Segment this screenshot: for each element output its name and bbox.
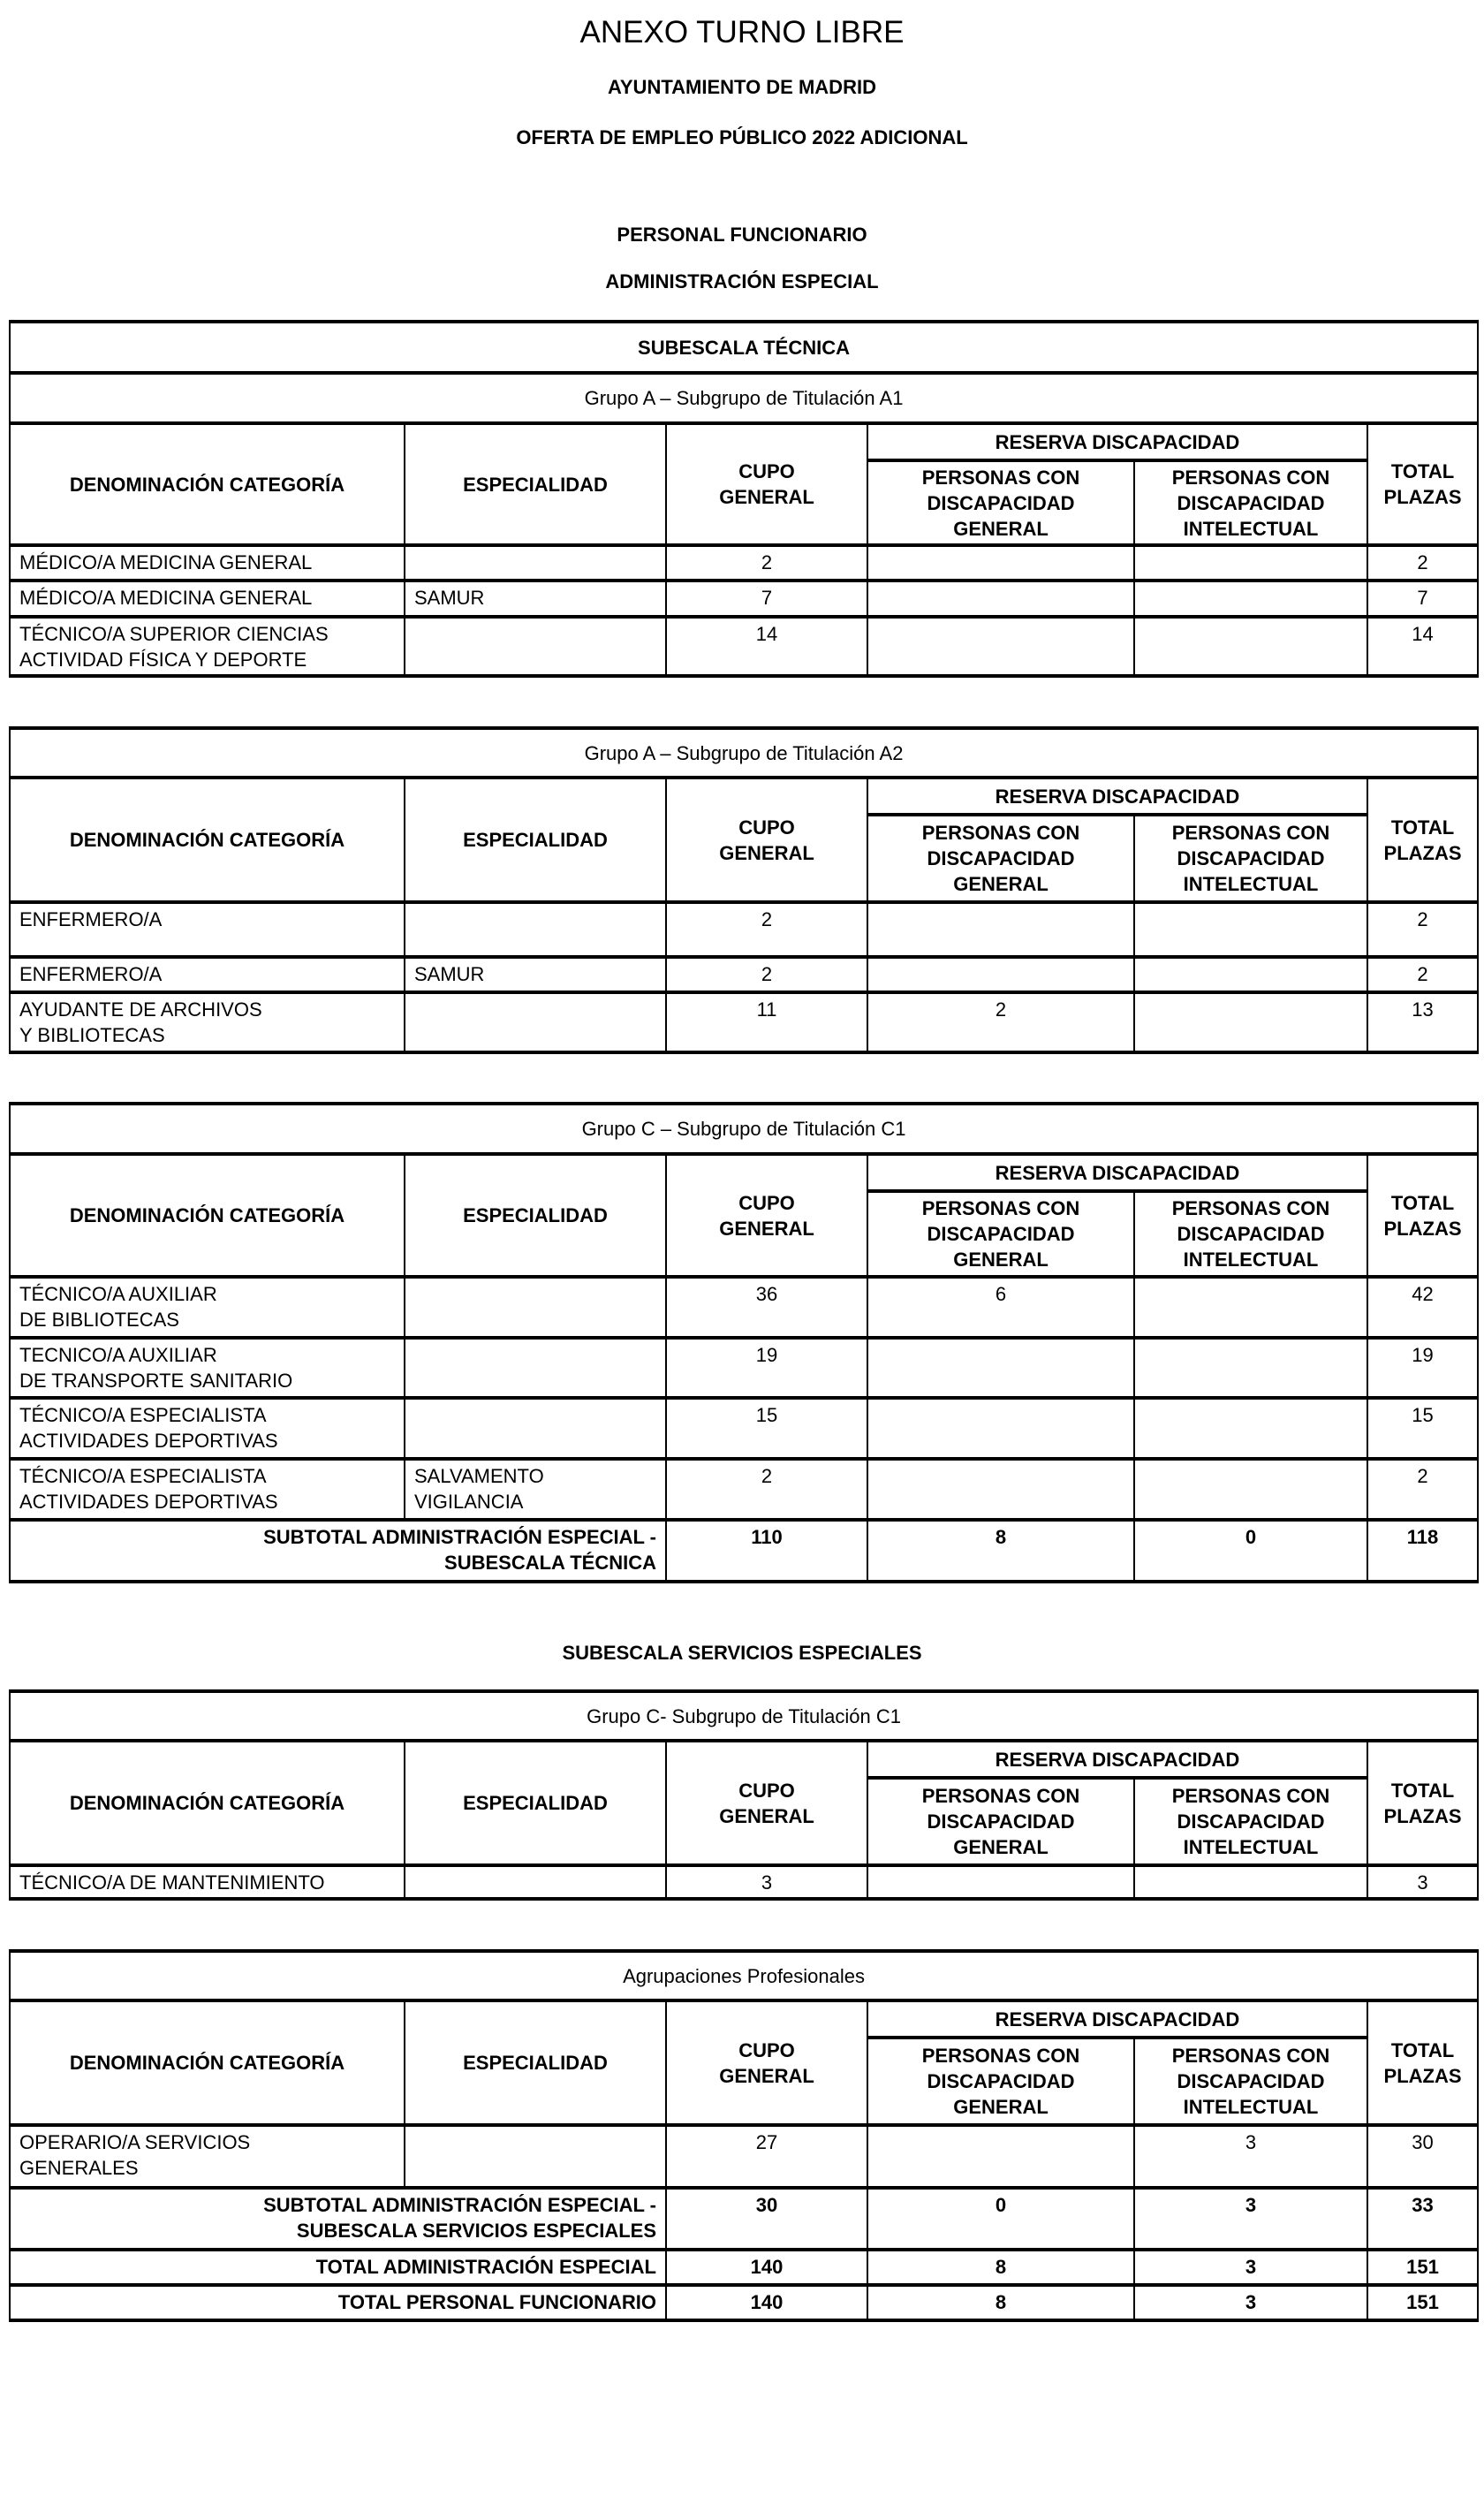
col-header-discapacidad-general: PERSONAS CON DISCAPACIDAD GENERAL [867, 815, 1134, 902]
col-header-categoria: DENOMINACIÓN CATEGORÍA [10, 778, 405, 902]
discapacidad-general-cell [867, 1865, 1134, 1899]
discapacidad-intelectual-cell [1134, 957, 1367, 992]
subtotal-discapacidad-general: 8 [867, 1520, 1134, 1582]
subescala-servicios-heading: SUBESCALA SERVICIOS ESPECIALES [562, 1642, 922, 1664]
categoria-cell: TÉCNICO/A ESPECIALISTA ACTIVIDADES DEPORTIVAS [10, 1398, 405, 1459]
categoria-cell: TÉCNICO/A SUPERIOR CIENCIAS ACTIVIDAD FÍSICA Y DEPORTE [10, 617, 405, 676]
col-header-discapacidad-intelectual: PERSONAS CON DISCAPACIDAD INTELECTUAL [1134, 460, 1367, 545]
cupo-general-cell: 2 [666, 902, 867, 957]
total-plazas-cell: 14 [1367, 617, 1478, 676]
discapacidad-general-cell [867, 545, 1134, 581]
cupo-general-cell: 2 [666, 1459, 867, 1520]
discapacidad-intelectual-cell [1134, 1459, 1367, 1520]
col-header-especialidad: ESPECIALIDAD [405, 423, 666, 545]
especialidad-cell [405, 1277, 666, 1338]
subtotal-cupo-general: 110 [666, 1520, 867, 1582]
especialidad-cell [405, 992, 666, 1052]
group-row [10, 1951, 1478, 2000]
table-row [10, 1459, 1478, 1520]
discapacidad-general-cell [867, 1459, 1134, 1520]
table-row [10, 1398, 1478, 1459]
categoria-cell: MÉDICO/A MEDICINA GENERAL [10, 545, 405, 581]
table-row [10, 545, 1478, 581]
col-header-categoria: DENOMINACIÓN CATEGORÍA [10, 2000, 405, 2125]
group-row [10, 728, 1478, 778]
discapacidad-intelectual-cell [1134, 1277, 1367, 1338]
plazas-table [9, 726, 1479, 1054]
col-header-total-plazas: TOTAL PLAZAS [1367, 1154, 1478, 1277]
total-plazas-cell: 19 [1367, 1338, 1478, 1398]
subtotal-discapacidad-intelectual: 0 [1134, 1520, 1367, 1582]
col-header-discapacidad-general: PERSONAS CON DISCAPACIDAD GENERAL [867, 1778, 1134, 1865]
plazas-table [9, 1102, 1479, 1583]
total-plazas-cell: 2 [1367, 902, 1478, 957]
col-header-reserva-discapacidad: RESERVA DISCAPACIDAD [867, 1741, 1367, 1778]
col-header-discapacidad-general: PERSONAS CON DISCAPACIDAD GENERAL [867, 1191, 1134, 1277]
col-header-categoria: DENOMINACIÓN CATEGORÍA [10, 1741, 405, 1865]
total-plazas-cell: 3 [1367, 1865, 1478, 1899]
header-row [10, 1741, 1478, 1778]
categoria-cell: TECNICO/A AUXILIAR DE TRANSPORTE SANITARIO [10, 1338, 405, 1398]
group-row [10, 1691, 1478, 1741]
discapacidad-intelectual-cell: 3 [1134, 2125, 1367, 2188]
total-plazas-cell: 13 [1367, 992, 1478, 1052]
total-plazas-cell: 7 [1367, 581, 1478, 617]
col-header-discapacidad-general: PERSONAS CON DISCAPACIDAD GENERAL [867, 460, 1134, 545]
total-plazas-cell: 42 [1367, 1277, 1478, 1338]
plazas-table [9, 1949, 1479, 2322]
subtotal-total-plazas: 151 [1367, 2285, 1478, 2320]
table-row [10, 617, 1478, 676]
discapacidad-intelectual-cell [1134, 1865, 1367, 1899]
discapacidad-general-cell [867, 1398, 1134, 1459]
col-header-total-plazas: TOTAL PLAZAS [1367, 778, 1478, 902]
cupo-general-cell: 27 [666, 2125, 867, 2188]
discapacidad-general-cell [867, 1338, 1134, 1398]
col-header-total-plazas: TOTAL PLAZAS [1367, 423, 1478, 545]
subtotal-row [10, 2250, 1478, 2285]
discapacidad-general-cell: 6 [867, 1277, 1134, 1338]
subtotal-cupo-general: 140 [666, 2250, 867, 2285]
group-title: Grupo A – Subgrupo de Titulación A2 [10, 728, 1478, 778]
group-row [10, 1104, 1478, 1154]
subtotal-discapacidad-intelectual: 3 [1134, 2188, 1367, 2250]
especialidad-cell [405, 2125, 666, 2188]
cupo-general-cell: 14 [666, 617, 867, 676]
header-row [10, 423, 1478, 460]
group-title: Grupo C – Subgrupo de Titulación C1 [10, 1104, 1478, 1154]
categoria-cell: MÉDICO/A MEDICINA GENERAL [10, 581, 405, 617]
cupo-general-cell: 3 [666, 1865, 867, 1899]
subtotal-row [10, 2285, 1478, 2320]
table-row [10, 1865, 1478, 1899]
col-header-cupo-general: CUPO GENERAL [666, 423, 867, 545]
col-header-cupo-general: CUPO GENERAL [666, 1741, 867, 1865]
offer-heading: OFERTA DE EMPLEO PÚBLICO 2022 ADICIONAL [516, 126, 968, 148]
header-row [10, 778, 1478, 815]
col-header-cupo-general: CUPO GENERAL [666, 2000, 867, 2125]
especialidad-cell: SAMUR [405, 581, 666, 617]
total-plazas-cell: 2 [1367, 957, 1478, 992]
discapacidad-general-cell [867, 957, 1134, 992]
col-header-cupo-general: CUPO GENERAL [666, 1154, 867, 1277]
header-row [10, 1154, 1478, 1191]
administration-heading: ADMINISTRACIÓN ESPECIAL [605, 270, 879, 292]
col-header-cupo-general: CUPO GENERAL [666, 778, 867, 902]
col-header-discapacidad-general: PERSONAS CON DISCAPACIDAD GENERAL [867, 2038, 1134, 2125]
col-header-especialidad: ESPECIALIDAD [405, 778, 666, 902]
table-row [10, 957, 1478, 992]
discapacidad-intelectual-cell [1134, 545, 1367, 581]
categoria-cell: TÉCNICO/A ESPECIALISTA ACTIVIDADES DEPORTIVAS [10, 1459, 405, 1520]
col-header-especialidad: ESPECIALIDAD [405, 2000, 666, 2125]
table-row [10, 992, 1478, 1052]
col-header-categoria: DENOMINACIÓN CATEGORÍA [10, 1154, 405, 1277]
subtotal-label: TOTAL PERSONAL FUNCIONARIO [10, 2285, 666, 2320]
discapacidad-general-cell [867, 2125, 1134, 2188]
col-header-reserva-discapacidad: RESERVA DISCAPACIDAD [867, 778, 1367, 815]
group-row [10, 373, 1478, 423]
col-header-reserva-discapacidad: RESERVA DISCAPACIDAD [867, 423, 1367, 460]
categoria-cell: TÉCNICO/A AUXILIAR DE BIBLIOTECAS [10, 1277, 405, 1338]
subtotal-label: SUBTOTAL ADMINISTRACIÓN ESPECIAL - SUBESCALA SERVICIOS ESPECIALES [10, 2188, 666, 2250]
discapacidad-intelectual-cell [1134, 1398, 1367, 1459]
discapacidad-intelectual-cell [1134, 1338, 1367, 1398]
especialidad-cell [405, 617, 666, 676]
subtotal-discapacidad-general: 0 [867, 2188, 1134, 2250]
subtotal-discapacidad-intelectual: 3 [1134, 2250, 1367, 2285]
discapacidad-intelectual-cell [1134, 581, 1367, 617]
total-plazas-cell: 2 [1367, 1459, 1478, 1520]
col-header-reserva-discapacidad: RESERVA DISCAPACIDAD [867, 1154, 1367, 1191]
banner-row [10, 322, 1478, 373]
especialidad-cell: SALVAMENTO VIGILANCIA [405, 1459, 666, 1520]
plazas-table [9, 320, 1479, 678]
subtotal-total-plazas: 151 [1367, 2250, 1478, 2285]
subtotal-label: TOTAL ADMINISTRACIÓN ESPECIAL [10, 2250, 666, 2285]
staff-type-heading: PERSONAL FUNCIONARIO [617, 224, 867, 246]
col-header-total-plazas: TOTAL PLAZAS [1367, 2000, 1478, 2125]
table-row [10, 581, 1478, 617]
especialidad-cell [405, 1338, 666, 1398]
discapacidad-general-cell [867, 581, 1134, 617]
table-row [10, 2125, 1478, 2188]
cupo-general-cell: 2 [666, 545, 867, 581]
discapacidad-intelectual-cell [1134, 902, 1367, 957]
cupo-general-cell: 15 [666, 1398, 867, 1459]
categoria-cell: OPERARIO/A SERVICIOS GENERALES [10, 2125, 405, 2188]
group-title: Grupo C- Subgrupo de Titulación C1 [10, 1691, 1478, 1741]
subtotal-discapacidad-general: 8 [867, 2285, 1134, 2320]
col-header-discapacidad-intelectual: PERSONAS CON DISCAPACIDAD INTELECTUAL [1134, 1191, 1367, 1277]
table-row [10, 1277, 1478, 1338]
cupo-general-cell: 19 [666, 1338, 867, 1398]
document-title: ANEXO TURNO LIBRE [579, 15, 905, 49]
discapacidad-intelectual-cell [1134, 992, 1367, 1052]
cupo-general-cell: 11 [666, 992, 867, 1052]
col-header-especialidad: ESPECIALIDAD [405, 1741, 666, 1865]
organization-heading: AYUNTAMIENTO DE MADRID [608, 76, 876, 98]
subescala-banner: SUBESCALA TÉCNICA [10, 322, 1478, 373]
col-header-reserva-discapacidad: RESERVA DISCAPACIDAD [867, 2000, 1367, 2038]
total-plazas-cell: 30 [1367, 2125, 1478, 2188]
discapacidad-general-cell: 2 [867, 992, 1134, 1052]
subtotal-row [10, 2188, 1478, 2250]
especialidad-cell [405, 545, 666, 581]
cupo-general-cell: 36 [666, 1277, 867, 1338]
especialidad-cell: SAMUR [405, 957, 666, 992]
plazas-table [9, 1689, 1479, 1901]
especialidad-cell [405, 1398, 666, 1459]
categoria-cell: AYUDANTE DE ARCHIVOS Y BIBLIOTECAS [10, 992, 405, 1052]
col-header-especialidad: ESPECIALIDAD [405, 1154, 666, 1277]
group-title: Grupo A – Subgrupo de Titulación A1 [10, 373, 1478, 423]
total-plazas-cell: 2 [1367, 545, 1478, 581]
discapacidad-general-cell [867, 902, 1134, 957]
total-plazas-cell: 15 [1367, 1398, 1478, 1459]
col-header-discapacidad-intelectual: PERSONAS CON DISCAPACIDAD INTELECTUAL [1134, 2038, 1367, 2125]
subtotal-label: SUBTOTAL ADMINISTRACIÓN ESPECIAL - SUBESCALA TÉCNICA [10, 1520, 666, 1582]
categoria-cell: ENFERMERO/A [10, 957, 405, 992]
table-row [10, 902, 1478, 957]
cupo-general-cell: 2 [666, 957, 867, 992]
especialidad-cell [405, 902, 666, 957]
col-header-discapacidad-intelectual: PERSONAS CON DISCAPACIDAD INTELECTUAL [1134, 815, 1367, 902]
categoria-cell: ENFERMERO/A [10, 902, 405, 957]
categoria-cell: TÉCNICO/A DE MANTENIMIENTO [10, 1865, 405, 1899]
subtotal-row [10, 1520, 1478, 1582]
discapacidad-intelectual-cell [1134, 617, 1367, 676]
col-header-total-plazas: TOTAL PLAZAS [1367, 1741, 1478, 1865]
table-row [10, 1338, 1478, 1398]
subtotal-discapacidad-intelectual: 3 [1134, 2285, 1367, 2320]
cupo-general-cell: 7 [666, 581, 867, 617]
group-title: Agrupaciones Profesionales [10, 1951, 1478, 2000]
col-header-categoria: DENOMINACIÓN CATEGORÍA [10, 423, 405, 545]
subtotal-cupo-general: 30 [666, 2188, 867, 2250]
subtotal-discapacidad-general: 8 [867, 2250, 1134, 2285]
col-header-discapacidad-intelectual: PERSONAS CON DISCAPACIDAD INTELECTUAL [1134, 1778, 1367, 1865]
header-row [10, 2000, 1478, 2038]
subtotal-total-plazas: 33 [1367, 2188, 1478, 2250]
subtotal-total-plazas: 118 [1367, 1520, 1478, 1582]
discapacidad-general-cell [867, 617, 1134, 676]
subtotal-cupo-general: 140 [666, 2285, 867, 2320]
especialidad-cell [405, 1865, 666, 1899]
